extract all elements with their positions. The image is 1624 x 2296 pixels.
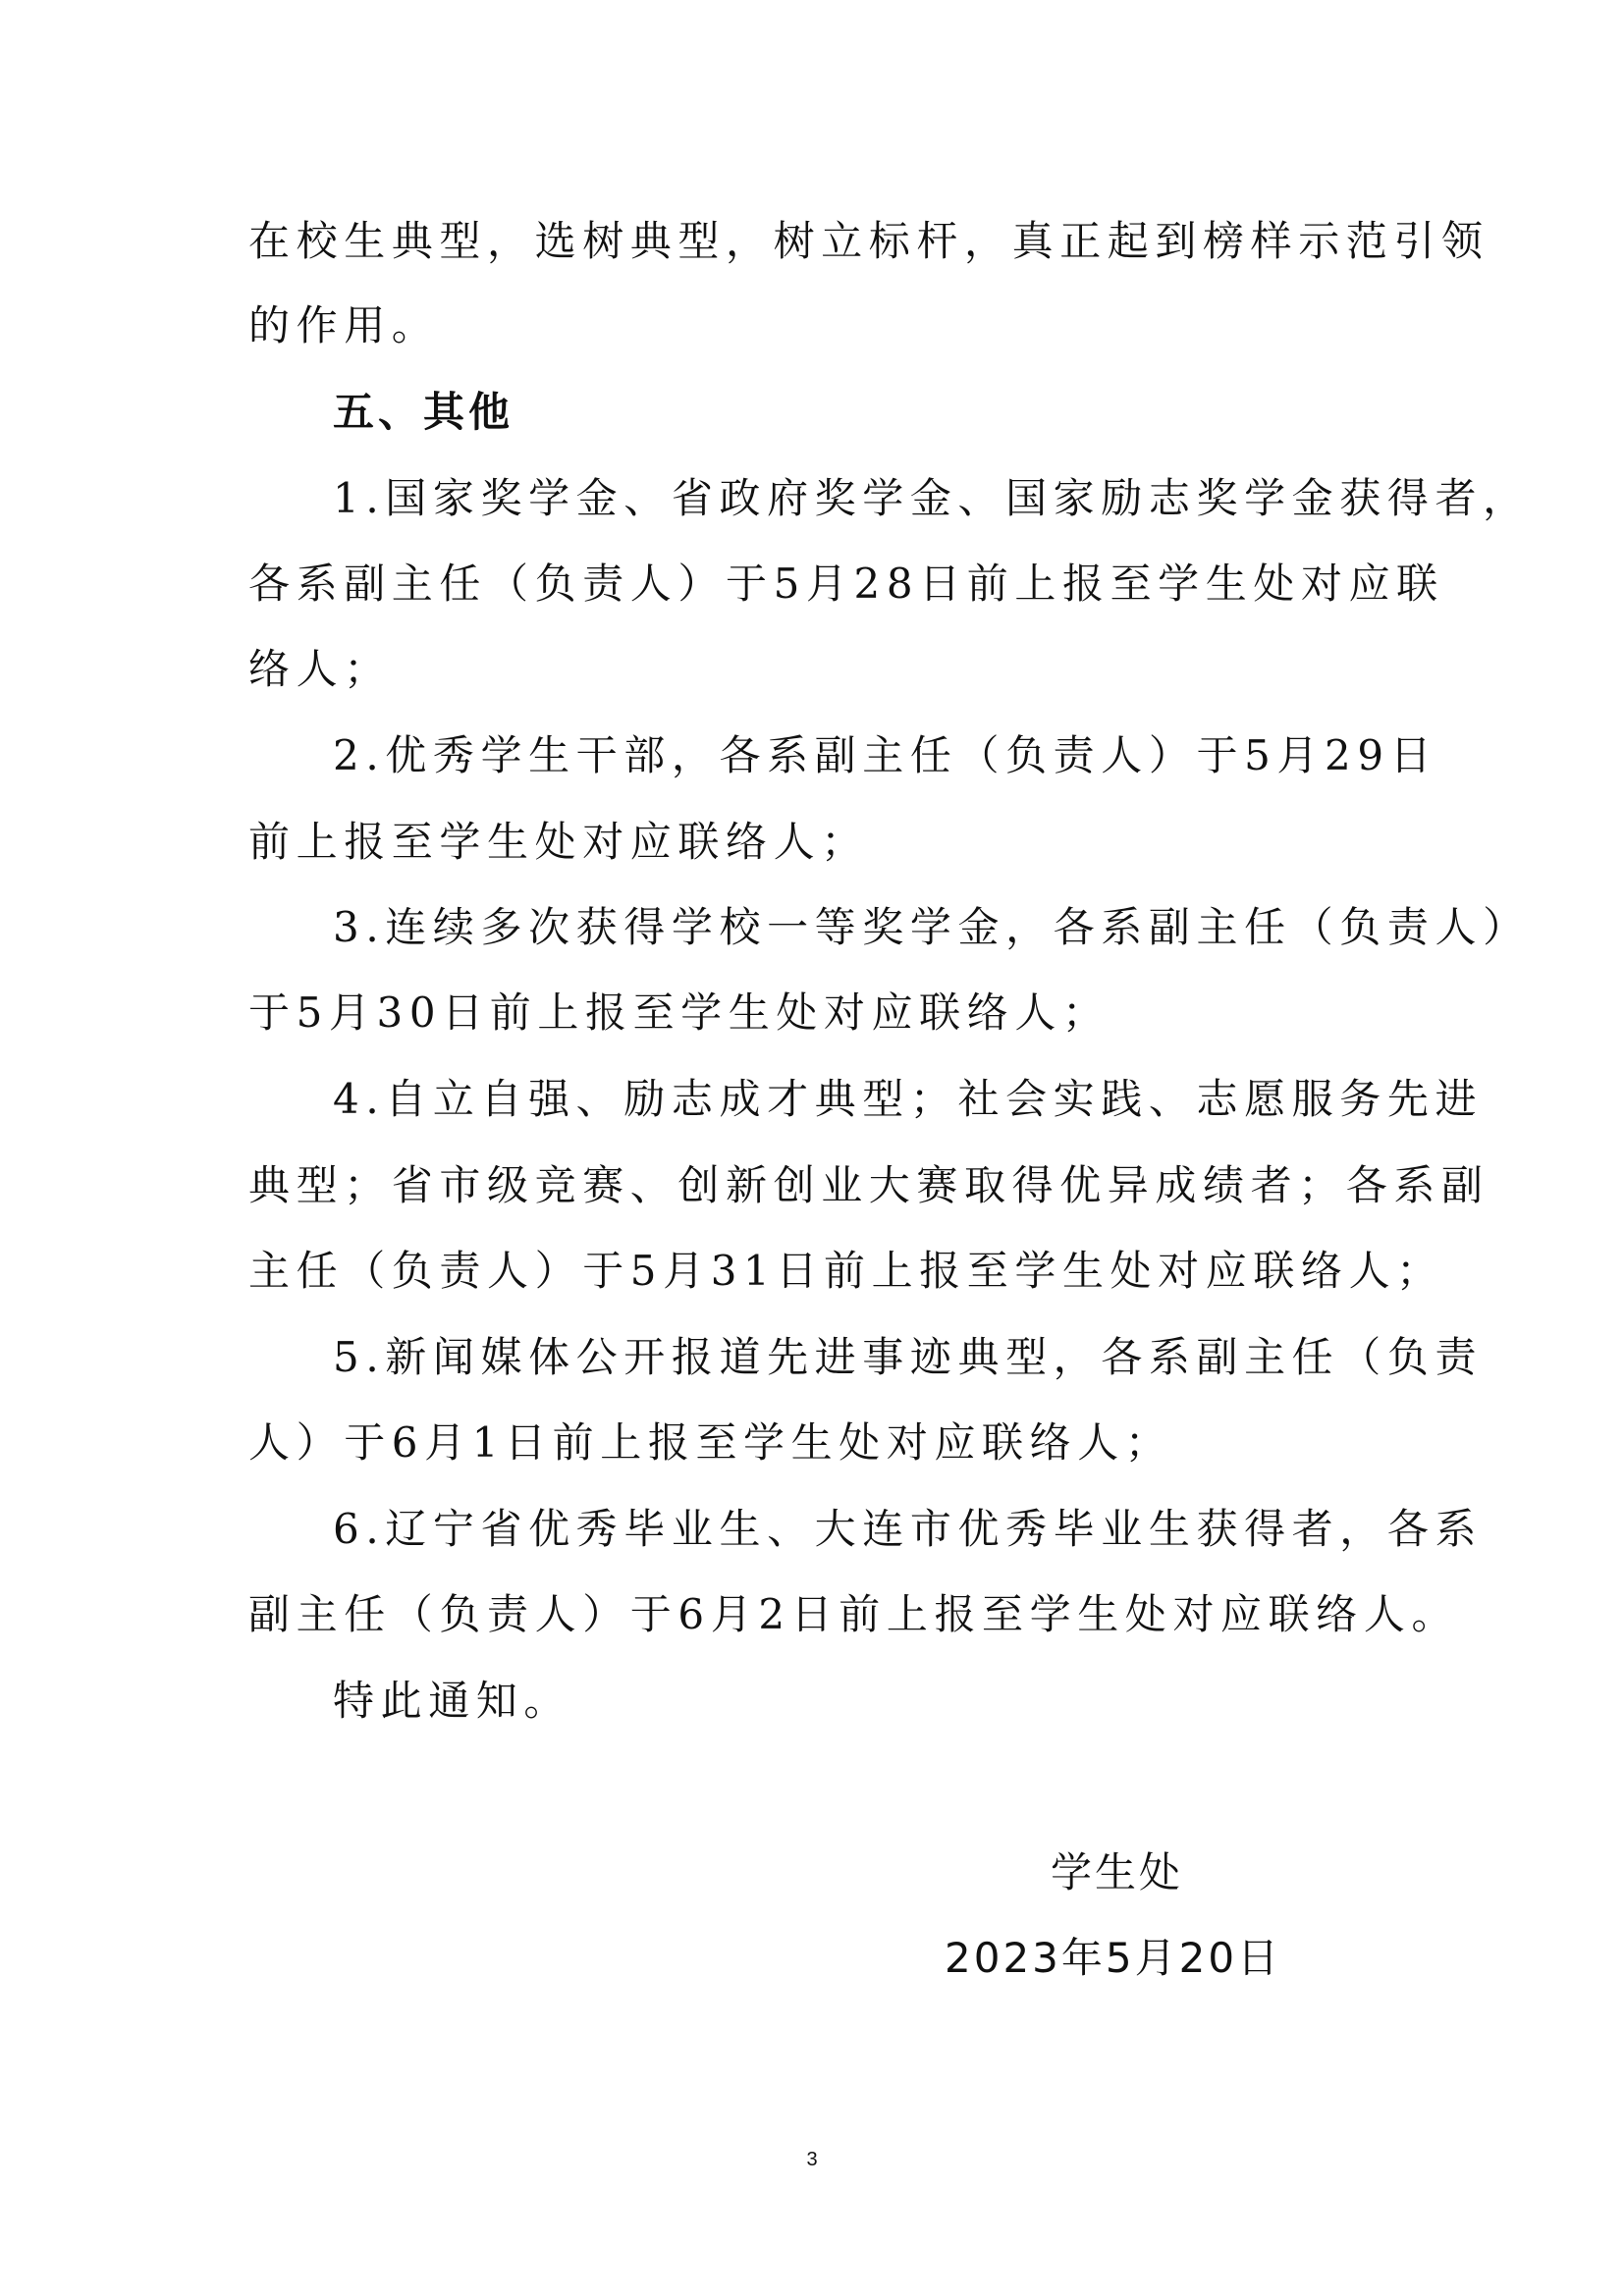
list-item-1-line: 络人； [248,645,392,693]
list-item-3-line: 于5月30日前上报至学生处对应联络人； [248,988,1110,1037]
list-item-4-line: 典型；省市级竞赛、创新创业大赛取得优异成绩者；各系副 [248,1161,1489,1209]
list-item-1-line: 1.国家奖学金、省政府奖学金、国家励志奖学金获得者， [333,474,1531,522]
body-text-line: 的作用。 [248,301,440,349]
section-heading: 五、其他 [333,388,514,436]
list-item-3-line: 3.连续多次获得学校一等奖学金，各系副主任（负责人） [333,903,1531,951]
list-item-5-line: 5.新闻媒体公开报道先进事迹典型，各系副主任（负责 [333,1333,1484,1381]
list-item-4-line: 4.自立自强、励志成才典型；社会实践、志愿服务先进 [333,1075,1484,1123]
list-item-6-line: 副主任（负责人）于6月2日前上报至学生处对应联络人。 [248,1590,1460,1638]
list-item-4-line: 主任（负责人）于5月31日前上报至学生处对应联络人； [248,1247,1444,1295]
page-number: 3 [806,2149,818,2170]
list-item-1-line: 各系副主任（负责人）于5月28日前上报至学生处对应联 [248,560,1444,608]
body-text-line: 在校生典型，选树典型，树立标杆，真正起到榜样示范引领 [248,217,1489,265]
list-item-2-line: 前上报至学生处对应联络人； [248,818,869,866]
list-item-5-line: 人）于6月1日前上报至学生处对应联络人； [248,1418,1173,1467]
list-item-6-line: 6.辽宁省优秀毕业生、大连市优秀毕业生获得者，各系 [333,1505,1484,1553]
closing-text: 特此通知。 [333,1677,572,1725]
signature-office: 学生处 [1051,1848,1184,1896]
signature-date: 2023年5月20日 [945,1934,1282,1982]
list-item-2-line: 2.优秀学生干部，各系副主任（负责人）于5月29日 [333,731,1438,779]
